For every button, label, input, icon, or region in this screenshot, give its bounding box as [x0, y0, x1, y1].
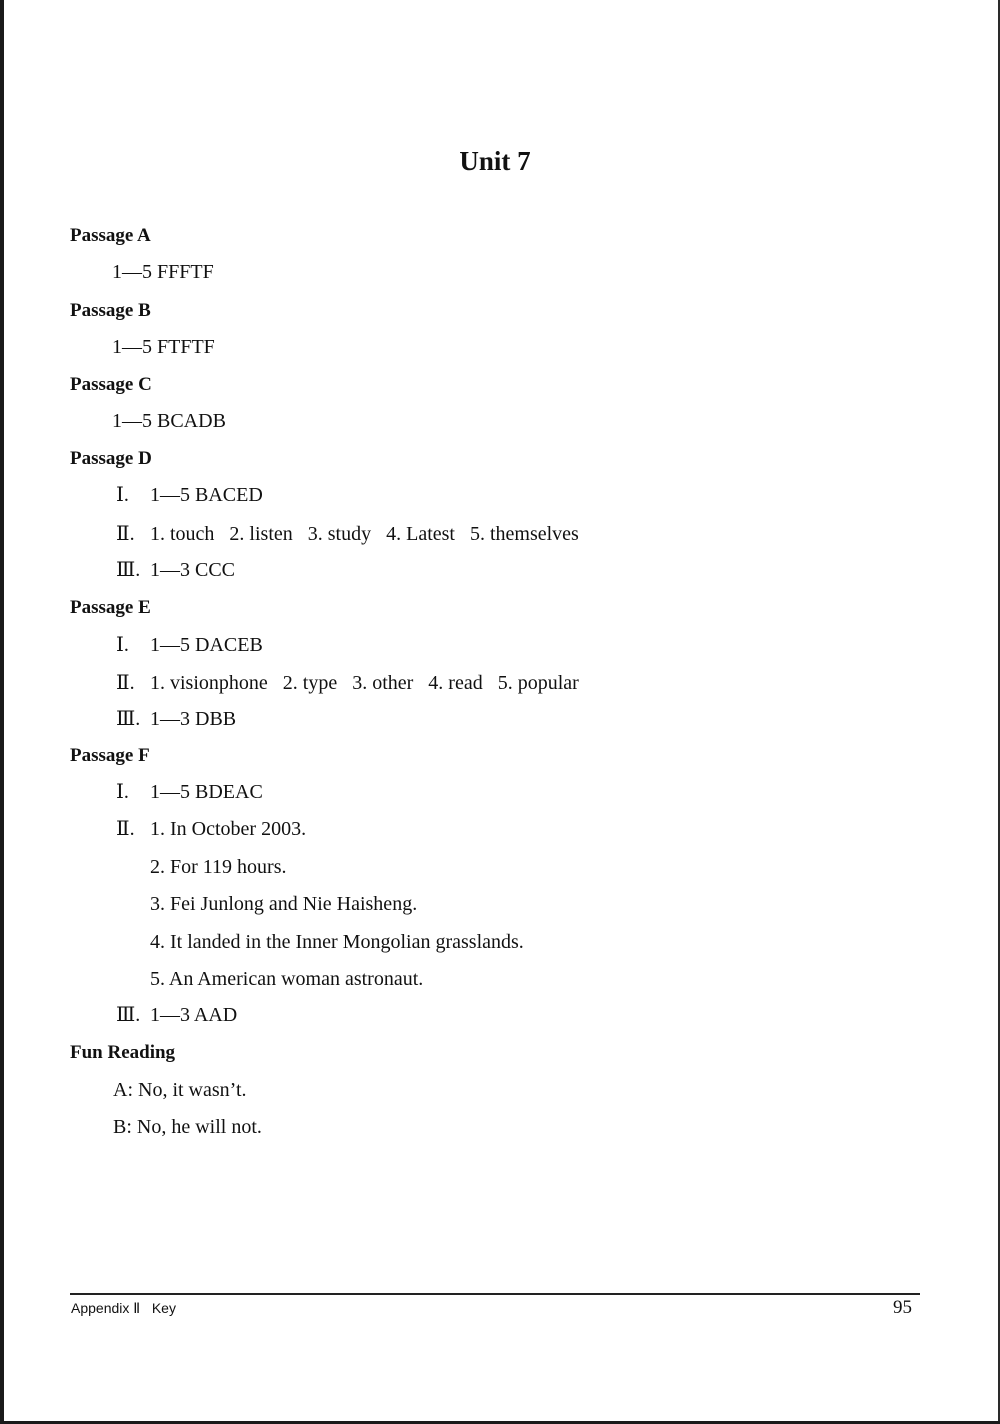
passage-f-part2 — [116, 819, 306, 839]
roman-numeral-2: Ⅱ. — [116, 672, 135, 694]
passage-f-part2-item-3: 3. Fei Junlong and Nie Haisheng. — [150, 893, 418, 915]
passage-f-part2-item-5: 5. An American woman astronaut. — [150, 968, 424, 990]
footer-rule — [70, 1293, 920, 1295]
passage-e-part1 — [116, 635, 263, 655]
passage-e-part1-text: 1—5 DACEB — [150, 634, 263, 656]
passage-f-part3-text: 1—3 AAD — [150, 1004, 238, 1026]
passage-a-heading: Passage A — [70, 225, 151, 246]
passage-f-part3 — [116, 1005, 237, 1025]
roman-numeral-3: Ⅲ. — [116, 1004, 141, 1026]
passage-d-heading: Passage D — [70, 448, 152, 469]
passage-f-part1 — [116, 782, 263, 802]
roman-numeral-3: Ⅲ. — [116, 708, 141, 730]
roman-numeral-1: Ⅰ. — [116, 484, 129, 506]
passage-c-heading: Passage C — [70, 374, 152, 395]
passage-f-heading: Passage F — [70, 745, 150, 766]
page-title: Unit 7 — [459, 146, 531, 176]
passage-e-part3 — [116, 709, 236, 729]
roman-numeral-3: Ⅲ. — [116, 559, 141, 581]
footer-label: Appendix Ⅱ Key — [71, 1300, 176, 1316]
fun-reading-answer-a: A: No, it wasn’t. — [113, 1079, 247, 1101]
passage-f-part2-item-2: 2. For 119 hours. — [150, 856, 287, 878]
passage-d-part1-text: 1—5 BACED — [150, 484, 263, 506]
fun-reading-heading: Fun Reading — [70, 1042, 176, 1063]
passage-f-part2-item-4: 4. It landed in the Inner Mongolian grasslands. — [150, 931, 524, 953]
passage-d-part1 — [116, 485, 263, 505]
passage-a-answer: 1—5 FFFTF — [112, 261, 214, 283]
passage-f-part2-item-1: 1. In October 2003. — [150, 818, 307, 840]
passage-f-part1-text: 1—5 BDEAC — [150, 781, 263, 803]
fun-reading-answer-b: B: No, he will not. — [113, 1116, 262, 1138]
passage-d-part3 — [116, 560, 235, 580]
passage-b-heading: Passage B — [70, 300, 151, 321]
passage-b-answer: 1—5 FTFTF — [112, 336, 215, 358]
roman-numeral-2: Ⅱ. — [116, 818, 135, 840]
roman-numeral-1: Ⅰ. — [116, 634, 129, 656]
roman-numeral-2: Ⅱ. — [116, 523, 135, 545]
passage-e-part3-text: 1—3 DBB — [150, 708, 237, 730]
passage-d-part2-text: 1. touch 2. listen 3. study 4. Latest 5. themselves — [150, 523, 579, 545]
page-number: 95 — [893, 1297, 912, 1318]
passage-e-part2-text: 1. visionphone 2. type 3. other 4. read 5. popular — [150, 672, 579, 694]
passage-d-part2 — [116, 524, 579, 544]
page-edge-left — [0, 0, 4, 1424]
roman-numeral-1: Ⅰ. — [116, 781, 129, 803]
passage-e-part2 — [116, 673, 579, 693]
passage-e-heading: Passage E — [70, 597, 151, 618]
passage-c-answer: 1—5 BCADB — [112, 410, 226, 432]
passage-d-part3-text: 1—3 CCC — [150, 559, 236, 581]
